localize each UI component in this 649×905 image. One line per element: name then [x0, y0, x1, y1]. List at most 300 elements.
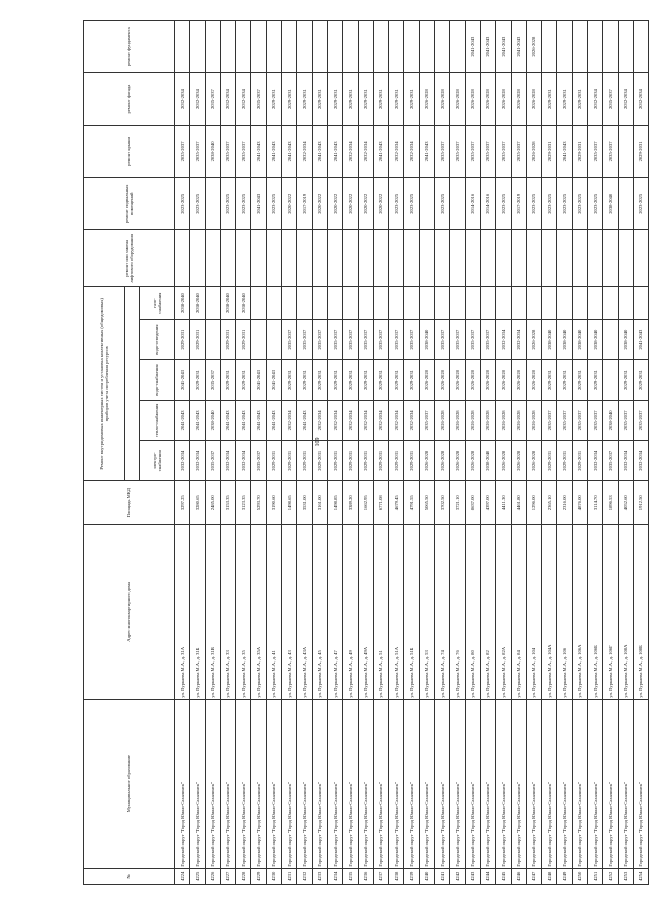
elevator-cell: [343, 230, 358, 287]
address-cell: ул. Пуркаева М.А., д. 41: [266, 525, 281, 700]
area-cell: 3123.35: [236, 481, 251, 525]
elevator-cell: [373, 230, 388, 287]
table-row: [480, 21, 495, 885]
heat-cell: 2026-2028: [465, 400, 480, 440]
basement-cell: 2020-2022: [373, 178, 388, 230]
address-cell: ул. Пуркаева М.А., д. 104А: [542, 525, 557, 700]
row-number-cell: 4253: [618, 868, 633, 884]
water-cell: 2041-2043: [175, 360, 190, 400]
electric-cell: 2032-2034: [236, 441, 251, 481]
foundation-cell: [190, 21, 205, 73]
elevator-cell: [220, 230, 235, 287]
address-cell: ул. Пуркаева М.А., д. 33: [220, 525, 235, 700]
facade-cell: 2032-2034: [220, 73, 235, 125]
elevator-cell: [327, 230, 342, 287]
water-cell: 2029-2031: [282, 360, 297, 400]
electric-cell: 2029-2031: [572, 441, 587, 481]
basement-cell: 2023-2025: [190, 178, 205, 230]
row-number-cell: 4243: [465, 868, 480, 884]
municipality-cell: Городской округ "Город Южно-Сахалинск": [343, 699, 358, 868]
area-cell: 8637.00: [465, 481, 480, 525]
row-number-cell: 4240: [419, 868, 434, 884]
gas-cell: 2038-2040: [236, 287, 251, 320]
foundation-cell: [618, 21, 633, 73]
facade-cell: 2032-2034: [618, 73, 633, 125]
electric-cell: 2029-2031: [404, 441, 419, 481]
facade-cell: 2032-2034: [190, 73, 205, 125]
header-area: Площадь МКД: [84, 481, 175, 525]
electric-cell: 2029-2031: [343, 441, 358, 481]
electric-cell: 2035-2037: [251, 441, 266, 481]
header-systems-group: Ремонт внутридомовых инженерных систем и установка коллективных (общедомовых) приборов учета потребления ресурсов: [84, 287, 125, 481]
basement-cell: 2038-2040: [603, 178, 618, 230]
header-drainage: водо-отведения: [140, 319, 175, 359]
electric-cell: 2029-2031: [557, 441, 572, 481]
row-number-cell: 4250: [572, 868, 587, 884]
electric-cell: 2029-2031: [373, 441, 388, 481]
row-number-cell: 4251: [588, 868, 603, 884]
basement-cell: 2020-2022: [343, 178, 358, 230]
gas-cell: [557, 287, 572, 320]
facade-cell: 2026-2028: [511, 73, 526, 125]
table-row: [435, 21, 450, 885]
table-row: [358, 21, 373, 885]
area-cell: 5293.70: [251, 481, 266, 525]
facade-cell: 2029-2031: [282, 73, 297, 125]
electric-cell: 2029-2031: [312, 441, 327, 481]
roof-cell: [618, 125, 633, 177]
elevator-cell: [450, 230, 465, 287]
row-number-cell: 4247: [526, 868, 541, 884]
table-row: [511, 21, 526, 885]
area-cell: 3297.25: [175, 481, 190, 525]
facade-cell: 2029-2031: [327, 73, 342, 125]
row-number-cell: 4239: [404, 868, 419, 884]
heat-cell: 2026-2028: [496, 400, 511, 440]
facade-cell: 2029-2031: [266, 73, 281, 125]
area-cell: 3531.00: [297, 481, 312, 525]
address-cell: ул. Пуркаева М.А., д. 45: [312, 525, 327, 700]
roof-cell: 2041-2043: [373, 125, 388, 177]
area-cell: 4052.60: [618, 481, 633, 525]
municipality-cell: Городской округ "Город Южно-Сахалинск": [496, 699, 511, 868]
heat-cell: 2035-2037: [588, 400, 603, 440]
water-cell: 2029-2031: [633, 360, 648, 400]
roof-cell: 2041-2043: [327, 125, 342, 177]
municipality-cell: Городской округ "Город Южно-Сахалинск": [373, 699, 388, 868]
water-cell: 2029-2031: [312, 360, 327, 400]
basement-cell: 2014-2016: [465, 178, 480, 230]
heat-cell: 2035-2037: [572, 400, 587, 440]
facade-cell: 2035-2037: [603, 73, 618, 125]
electric-cell: 2032-2034: [633, 441, 648, 481]
address-cell: ул. Пуркаева М.А., д. 108Б: [633, 525, 648, 700]
facade-cell: 2032-2034: [633, 73, 648, 125]
water-cell: 2029-2031: [572, 360, 587, 400]
elevator-cell: [633, 230, 648, 287]
facade-cell: 2035-2037: [205, 73, 220, 125]
roof-cell: 2035-2037: [435, 125, 450, 177]
electric-cell: 2029-2031: [542, 441, 557, 481]
electric-cell: 2026-2028: [496, 441, 511, 481]
foundation-cell: [297, 21, 312, 73]
gas-cell: [419, 287, 434, 320]
electric-cell: 2029-2031: [327, 441, 342, 481]
table-row: [572, 21, 587, 885]
facade-cell: 2029-2031: [373, 73, 388, 125]
header-elevator: ремонт или замена лифтового оборудования: [84, 230, 175, 287]
basement-cell: 2023-2025: [389, 178, 404, 230]
elevator-cell: [282, 230, 297, 287]
water-cell: 2029-2031: [588, 360, 603, 400]
roof-cell: 2038-2040: [205, 125, 220, 177]
water-cell: 2041-2043: [266, 360, 281, 400]
heat-cell: 2032-2034: [282, 400, 297, 440]
heat-cell: 2026-2028: [480, 400, 495, 440]
facade-cell: 2029-2031: [343, 73, 358, 125]
basement-cell: 2023-2025: [404, 178, 419, 230]
municipality-cell: Городской округ "Город Южно-Сахалинск": [297, 699, 312, 868]
facade-cell: 2029-2031: [572, 73, 587, 125]
heat-cell: 2035-2037: [557, 400, 572, 440]
heat-cell: 2032-2034: [343, 400, 358, 440]
table-row: [389, 21, 404, 885]
elevator-cell: [190, 230, 205, 287]
address-cell: ул. Пуркаева М.А., д. 106Г: [603, 525, 618, 700]
heat-cell: 2032-2034: [327, 400, 342, 440]
row-number-cell: 4228: [236, 868, 251, 884]
header-spacer: [125, 287, 140, 481]
header-gas: газо-снабжения: [140, 287, 175, 320]
gas-cell: [572, 287, 587, 320]
gas-cell: [389, 287, 404, 320]
table-row: [618, 21, 633, 885]
basement-cell: 2023-2025: [220, 178, 235, 230]
basement-cell: 2041-2043: [251, 178, 266, 230]
facade-cell: 2029-2031: [404, 73, 419, 125]
area-cell: 2485.00: [205, 481, 220, 525]
address-cell: ул. Пуркаева М.А., д. 31А: [175, 525, 190, 700]
basement-cell: 2023-2025: [542, 178, 557, 230]
row-number-cell: 4234: [327, 868, 342, 884]
roof-cell: 2035-2037: [480, 125, 495, 177]
facade-cell: 2026-2028: [496, 73, 511, 125]
gas-cell: 2038-2040: [190, 287, 205, 320]
drainage-cell: 2035-2037: [343, 319, 358, 359]
drainage-cell: 2038-2040: [572, 319, 587, 359]
area-cell: 3721.10: [450, 481, 465, 525]
water-cell: 2026-2028: [496, 360, 511, 400]
row-number-cell: 4224: [175, 868, 190, 884]
table-row: [419, 21, 434, 885]
address-cell: ул. Пуркаева М.А., д. 35А: [251, 525, 266, 700]
municipality-cell: Городской округ "Город Южно-Сахалинск": [572, 699, 587, 868]
water-cell: 2029-2031: [297, 360, 312, 400]
roof-cell: 2035-2037: [603, 125, 618, 177]
drainage-cell: 2026-2028: [526, 319, 541, 359]
elevator-cell: [419, 230, 434, 287]
area-cell: 1296.00: [526, 481, 541, 525]
gas-cell: [251, 287, 266, 320]
row-number-cell: 4233: [312, 868, 327, 884]
heat-cell: 2035-2037: [419, 400, 434, 440]
drainage-cell: [266, 319, 281, 359]
header-municipality: Муниципальное образование: [84, 699, 175, 868]
drainage-cell: 2035-2037: [327, 319, 342, 359]
municipality-cell: Городской округ "Город Южно-Сахалинск": [633, 699, 648, 868]
foundation-cell: [419, 21, 434, 73]
facade-cell: 2029-2031: [389, 73, 404, 125]
foundation-cell: [572, 21, 587, 73]
elevator-cell: [266, 230, 281, 287]
area-cell: 4397.00: [480, 481, 495, 525]
basement-cell: 2023-2025: [526, 178, 541, 230]
water-cell: 2026-2028: [465, 360, 480, 400]
address-cell: ул. Пуркаева М.А., д. 51А: [389, 525, 404, 700]
gas-cell: [282, 287, 297, 320]
electric-cell: 2026-2028: [526, 441, 541, 481]
electric-cell: 2026-2028: [450, 441, 465, 481]
electric-cell: 2029-2031: [389, 441, 404, 481]
elevator-cell: [297, 230, 312, 287]
water-cell: 2029-2031: [220, 360, 235, 400]
foundation-cell: [373, 21, 388, 73]
municipality-cell: Городской округ "Город Южно-Сахалинск": [220, 699, 235, 868]
roof-cell: 2041-2043: [251, 125, 266, 177]
foundation-cell: [251, 21, 266, 73]
electric-cell: 2032-2034: [190, 441, 205, 481]
roof-cell: 2032-2034: [404, 125, 419, 177]
repair-schedule-table: [83, 20, 649, 885]
roof-cell: 2041-2043: [557, 125, 572, 177]
table-row: [236, 21, 251, 885]
drainage-cell: [603, 319, 618, 359]
facade-cell: 2026-2028: [450, 73, 465, 125]
gas-cell: [526, 287, 541, 320]
facade-cell: 2026-2028: [526, 73, 541, 125]
header-facade: ремонт фасада: [84, 73, 175, 125]
header-electric: электро-снабжения: [140, 441, 175, 481]
address-cell: ул. Пуркаева М.А., д. 31Б: [190, 525, 205, 700]
electric-cell: 2032-2034: [618, 441, 633, 481]
table-row: [251, 21, 266, 885]
facade-cell: 2032-2034: [236, 73, 251, 125]
electric-cell: 2038-2040: [480, 441, 495, 481]
header-heat: тепло-снабжения: [140, 400, 175, 440]
basement-cell: 2023-2025: [557, 178, 572, 230]
foundation-cell: [450, 21, 465, 73]
address-cell: ул. Пуркаева М.А., д. 31В: [205, 525, 220, 700]
municipality-cell: Городской округ "Город Южно-Сахалинск": [358, 699, 373, 868]
gas-cell: [435, 287, 450, 320]
area-cell: 4791.55: [404, 481, 419, 525]
drainage-cell: 2038-2040: [557, 319, 572, 359]
municipality-cell: Городской округ "Город Южно-Сахалинск": [588, 699, 603, 868]
municipality-cell: Городской округ "Город Южно-Сахалинск": [480, 699, 495, 868]
basement-cell: 2023-2025: [633, 178, 648, 230]
gas-cell: [542, 287, 557, 320]
gas-cell: [205, 287, 220, 320]
foundation-cell: [327, 21, 342, 73]
foundation-cell: [343, 21, 358, 73]
heat-cell: 2041-2043: [190, 400, 205, 440]
electric-cell: 2032-2034: [175, 441, 190, 481]
area-cell: 2365.10: [542, 481, 557, 525]
header-basement: ремонт подвальных помещений: [84, 178, 175, 230]
water-cell: 2029-2031: [404, 360, 419, 400]
municipality-cell: Городской округ "Город Южно-Сахалинск": [389, 699, 404, 868]
basement-cell: [618, 178, 633, 230]
header-water: водо-снабжения: [140, 360, 175, 400]
water-cell: 2029-2031: [618, 360, 633, 400]
basement-cell: 2020-2022: [312, 178, 327, 230]
electric-cell: 2029-2031: [358, 441, 373, 481]
municipality-cell: Городской округ "Город Южно-Сахалинск": [175, 699, 190, 868]
address-cell: ул. Пуркаева М.А., д. 82А: [496, 525, 511, 700]
elevator-cell: [435, 230, 450, 287]
gas-cell: [618, 287, 633, 320]
foundation-cell: [603, 21, 618, 73]
elevator-cell: [526, 230, 541, 287]
row-number-cell: 4242: [450, 868, 465, 884]
municipality-cell: Городской округ "Город Южно-Сахалинск": [450, 699, 465, 868]
area-cell: 3190.60: [266, 481, 281, 525]
heat-cell: 2038-2040: [205, 400, 220, 440]
elevator-cell: [557, 230, 572, 287]
water-cell: 2029-2031: [389, 360, 404, 400]
table-row: [465, 21, 480, 885]
foundation-cell: [633, 21, 648, 73]
table-row: [190, 21, 205, 885]
municipality-cell: Городской округ "Город Южно-Сахалинск": [327, 699, 342, 868]
table-row: [175, 21, 190, 885]
roof-cell: 2032-2034: [358, 125, 373, 177]
water-cell: 2029-2031: [236, 360, 251, 400]
drainage-cell: [251, 319, 266, 359]
heat-cell: 2032-2034: [404, 400, 419, 440]
foundation-cell: [557, 21, 572, 73]
drainage-cell: 2035-2037: [358, 319, 373, 359]
water-cell: 2041-2043: [251, 360, 266, 400]
table-row: [526, 21, 541, 885]
area-cell: 1498.85: [327, 481, 342, 525]
elevator-cell: [236, 230, 251, 287]
elevator-cell: [618, 230, 633, 287]
drainage-cell: 2038-2040: [618, 319, 633, 359]
facade-cell: 2026-2028: [435, 73, 450, 125]
municipality-cell: Городской округ "Город Южно-Сахалинск": [266, 699, 281, 868]
header-roof: ремонт крыши: [84, 125, 175, 177]
table-row: [373, 21, 388, 885]
roof-cell: 2041-2043: [312, 125, 327, 177]
electric-cell: 2026-2028: [465, 441, 480, 481]
facade-cell: 2032-2034: [175, 73, 190, 125]
elevator-cell: [465, 230, 480, 287]
basement-cell: 2023-2025: [435, 178, 450, 230]
foundation-cell: [205, 21, 220, 73]
row-number-cell: 4254: [633, 868, 648, 884]
area-cell: 4876.00: [572, 481, 587, 525]
facade-cell: 2032-2034: [588, 73, 603, 125]
foundation-cell: 2041-2043: [511, 21, 526, 73]
roof-cell: 2032-2034: [297, 125, 312, 177]
foundation-cell: 2026-2028: [526, 21, 541, 73]
facade-cell: 2026-2028: [465, 73, 480, 125]
header-num: №: [84, 868, 175, 884]
basement-cell: 2023-2025: [175, 178, 190, 230]
table-row: [266, 21, 281, 885]
roof-cell: 2032-2034: [343, 125, 358, 177]
basement-cell: 2020-2022: [358, 178, 373, 230]
water-cell: 2026-2028: [450, 360, 465, 400]
roof-cell: 2026-2028: [526, 125, 541, 177]
municipality-cell: Городской округ "Город Южно-Сахалинск": [404, 699, 419, 868]
header-foundation: ремонт фундамента: [84, 21, 175, 73]
water-cell: 2026-2028: [419, 360, 434, 400]
table-row: [220, 21, 235, 885]
drainage-cell: 2032-2034: [496, 319, 511, 359]
area-cell: 2316.00: [557, 481, 572, 525]
row-number-cell: 4229: [251, 868, 266, 884]
roof-cell: 2035-2037: [465, 125, 480, 177]
address-cell: ул. Пуркаева М.А., д. 49А: [358, 525, 373, 700]
water-cell: 2035-2037: [205, 360, 220, 400]
roof-cell: 2035-2037: [190, 125, 205, 177]
area-cell: 3114.70: [588, 481, 603, 525]
municipality-cell: Городской округ "Город Южно-Сахалинск": [542, 699, 557, 868]
basement-cell: [205, 178, 220, 230]
address-cell: ул. Пуркаева М.А., д. 82: [480, 525, 495, 700]
table-row: [542, 21, 557, 885]
gas-cell: [373, 287, 388, 320]
water-cell: [603, 360, 618, 400]
drainage-cell: 2038-2040: [542, 319, 557, 359]
facade-cell: 2029-2031: [358, 73, 373, 125]
drainage-cell: 2029-2031: [175, 319, 190, 359]
table-row: [450, 21, 465, 885]
basement-cell: 2020-2022: [282, 178, 297, 230]
roof-cell: 2035-2037: [511, 125, 526, 177]
heat-cell: 2026-2028: [450, 400, 465, 440]
municipality-cell: Городской округ "Город Южно-Сахалинск": [557, 699, 572, 868]
address-cell: ул. Пуркаева М.А., д. 51: [373, 525, 388, 700]
area-cell: 1662.95: [358, 481, 373, 525]
municipality-cell: Городской округ "Город Южно-Сахалинск": [312, 699, 327, 868]
heat-cell: 2026-2028: [526, 400, 541, 440]
basement-cell: 2023-2025: [236, 178, 251, 230]
heat-cell: 2041-2043: [175, 400, 190, 440]
address-cell: ул. Пуркаева М.А., д. 43А: [297, 525, 312, 700]
table-row: [404, 21, 419, 885]
elevator-cell: [572, 230, 587, 287]
row-number-cell: 4225: [190, 868, 205, 884]
address-cell: ул. Пуркаева М.А., д. 106А: [572, 525, 587, 700]
address-cell: ул. Пуркаева М.А., д. 47: [327, 525, 342, 700]
roof-cell: 2035-2037: [220, 125, 235, 177]
water-cell: 2029-2031: [343, 360, 358, 400]
facade-cell: 2026-2028: [419, 73, 434, 125]
roof-cell: 2035-2037: [450, 125, 465, 177]
row-number-cell: 4226: [205, 868, 220, 884]
elevator-cell: [480, 230, 495, 287]
address-cell: ул. Пуркаева М.А., д. 84: [511, 525, 526, 700]
row-number-cell: 4248: [542, 868, 557, 884]
address-cell: ул. Пуркаева М.А., д. 35: [236, 525, 251, 700]
foundation-cell: [175, 21, 190, 73]
gas-cell: [511, 287, 526, 320]
table-row: [496, 21, 511, 885]
table-row: [282, 21, 297, 885]
